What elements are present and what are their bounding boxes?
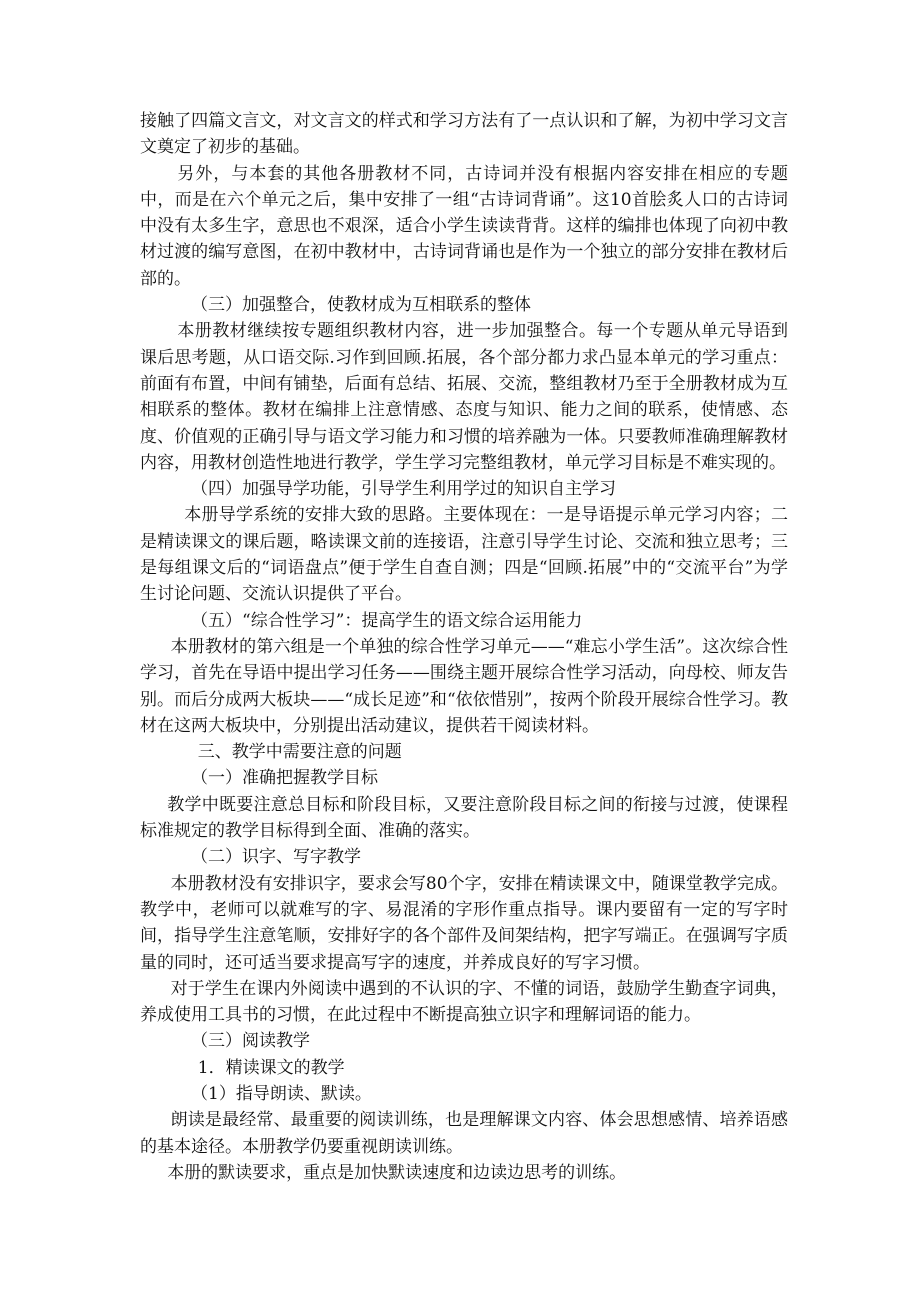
paragraph-guided-learning: 本册导学系统的安排大致的思路。主要体现在：一是导语提示单元学习内容；二是精读课文的课后题，略读课文前的连接语，注意引导学生讨论、交流和独立思考；三是每组课文后的“词语盘点”便于学生自查自测；四是“回顾.拓展”中的“交流平台”为学生讨论问题、交流认识提供了平台。	[140, 505, 788, 605]
section-heading-comprehensive-learning: （五）“综合性学习”：提高学生的语文综合运用能力	[191, 610, 583, 631]
subsection-heading-reading-aloud: （1）指导朗读、默读。	[191, 1083, 372, 1104]
section-heading-teaching-goals: （一）准确把握教学目标	[191, 768, 378, 789]
chapter-heading-teaching-issues: 三、教学中需要注意的问题	[197, 742, 402, 763]
paragraph-reading-aloud: 朗读是最经常、最重要的阅读训练，也是理解课文内容、体会思想感情、培养语感的基本途径。本册教学仍要重视朗读训练。	[140, 1110, 788, 1157]
paragraph-comprehensive-learning: 本册教材的第六组是一个单独的综合性学习单元——“难忘小学生活”。这次综合性学习，首先在导语中提出学习任务——围绕主题开展综合性学习活动，向母校、师友告别。而后分成两大板块——“成长足迹”和“依依惜别”，按两个阶段开展综合性学习。教材在这两大板块中，分别提出活动建议，提供若干阅读材料。	[140, 636, 788, 736]
subsection-heading-intensive-reading: 1．精读课文的教学	[197, 1057, 345, 1078]
paragraph-dictionary-use: 对于学生在课内外阅读中遇到的不认识的字、不懂的词语，鼓励学生勤查字词典，养成使用工具书的习惯，在此过程中不断提高独立识字和理解词语的能力。	[140, 978, 788, 1026]
section-heading-writing-teaching: （二）识字、写字教学	[191, 847, 361, 868]
section-heading-integration: （三）加强整合，使教材成为互相联系的整体	[191, 295, 531, 316]
section-heading-guided-learning: （四）加强导学功能，引导学生利用学过的知识自主学习	[191, 479, 616, 500]
paragraph-writing-teaching: 本册教材没有安排识字，要求会写80个字，安排在精读课文中，随课堂教学完成。教学中，老师可以就难写的字、易混淆的字形作重点指导。课内要留有一定的写字时间，指导学生注意笔顺，安排好字的各个部件及间架结构，把字写端正。在强调写字质量的同时，还可适当要求提高写字的速度，并养成良好的写字习惯。	[140, 873, 788, 973]
document-page	[140, 108, 788, 1186]
paragraph-teaching-goals: 教学中既要注意总目标和阶段目标，又要注意阶段目标之间的衔接与过渡，使课程标准规定的教学目标得到全面、准确的落实。	[140, 794, 788, 842]
paragraph-integration: 本册教材继续按专题组织教材内容，进一步加强整合。每一个专题从单元导语到课后思考题，从口语交际.习作到回顾.拓展，各个部分都力求凸显本单元的学习重点：前面有布置，中间有铺垫，后面有总结、拓展、交流，整组教材乃至于全册教材成为互相联系的整体。教材在编排上注意情感、态度与知识、能力之间的联系，使情感、态度、价值观的正确引导与语文学习能力和习惯的培养融为一体。只要教师准确理解教材内容，用教材创造性地进行教学，学生学习完整组教材，单元学习目标是不难实现的。	[140, 321, 788, 473]
paragraph-silent-reading: 本册的默读要求，重点是加快默读速度和边读边思考的训练。	[167, 1162, 627, 1183]
paragraph-classical-chinese: 接触了四篇文言文，对文言文的样式和学习方法有了一点认识和了解，为初中学习文言文奠定了初步的基础。	[140, 111, 788, 158]
section-heading-reading-teaching: （三）阅读教学	[191, 1031, 310, 1052]
paragraph-ancient-poetry: 另外，与本套的其他各册教材不同，古诗词并没有根据内容安排在相应的专题中，而是在六个单元之后，集中安排了一组“古诗词背诵”。这10首脍炙人口的古诗词中没有太多生字，意思也不艰深，适合小学生读读背背。这样的编排也体现了向初中教材过渡的编写意图，在初中教材中，古诗词背诵也是作为一个独立的部分安排在教材后部的。	[140, 163, 788, 289]
